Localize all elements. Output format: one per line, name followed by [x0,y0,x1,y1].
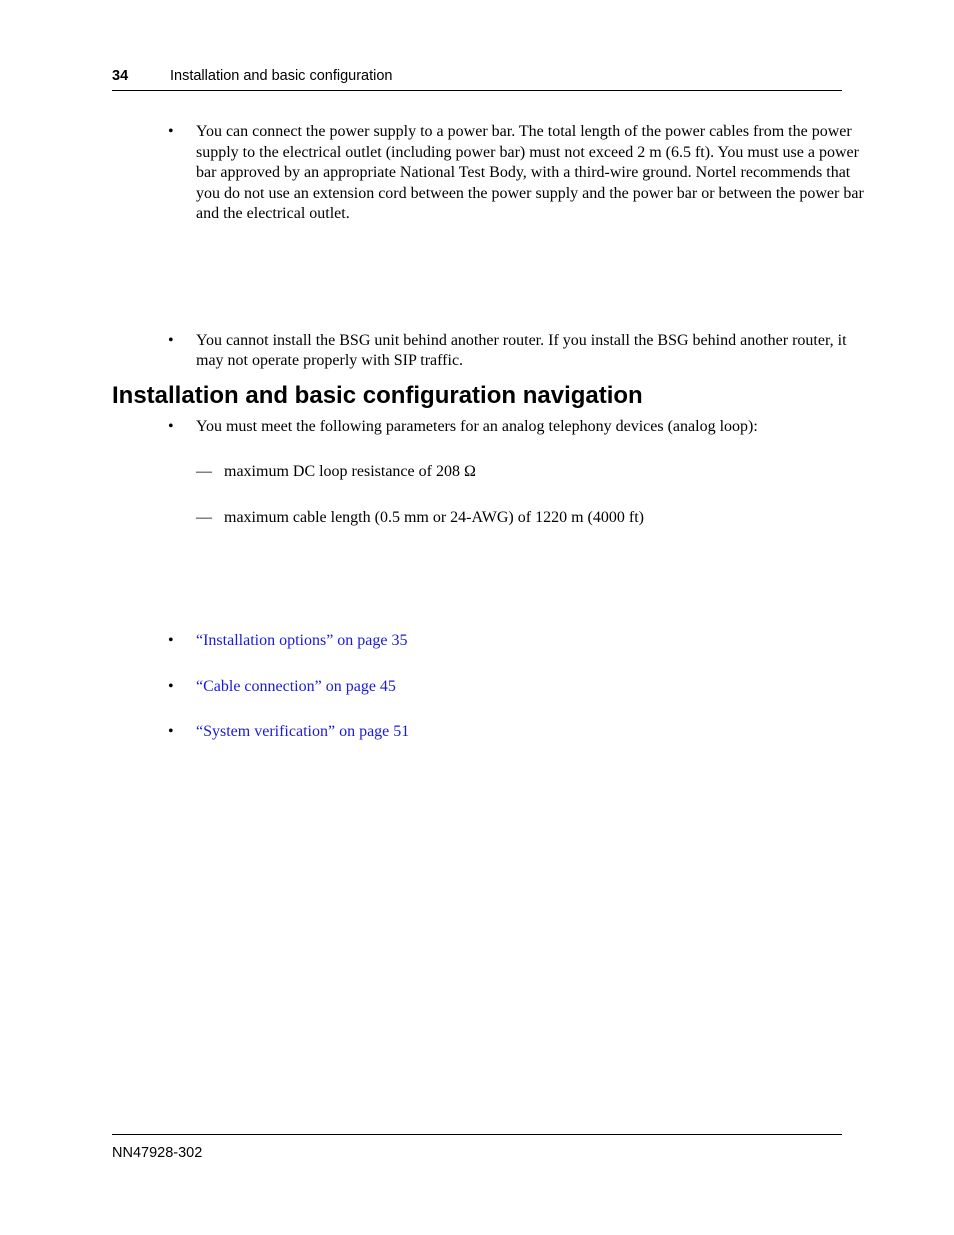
page-number: 34 [112,68,129,84]
bullet-item [168,122,866,225]
dash-marker: — [196,508,212,526]
nav-link-installation-options[interactable]: “Installation options” on page 35 [196,632,408,649]
page-header [112,68,842,84]
bullet-marker: • [168,677,174,695]
bullet-marker: • [168,123,174,140]
sub-item-text: maximum DC loop resistance of 208 Ω [224,463,476,480]
nav-link-cable-connection[interactable]: “Cable connection” on page 45 [196,677,396,695]
footer-rule [112,1134,842,1135]
bullet-marker: • [168,723,174,740]
nav-list-item [168,631,866,652]
bullet-item [168,417,866,438]
sub-item [168,508,894,529]
bullet-marker: • [168,331,174,349]
sub-item-text: maximum cable length (0.5 mm or 24-AWG) of 1220 m (4000 ft) [224,508,644,526]
dash-marker: — [196,463,212,480]
bullet-marker: • [168,417,174,435]
header-rule [112,90,842,91]
bullet-text: You must meet the following parameters for an analog telephony devices (analog loop): [196,417,758,435]
header-title: Installation and basic configuration [170,68,393,84]
nav-link-system-verification[interactable]: “System verification” on page 51 [196,723,410,740]
section-heading: Installation and basic configuration navigation [112,382,643,409]
nav-list-item [168,722,866,743]
bullet-text: You cannot install the BSG unit behind another router. If you install the BSG behind another router, it may not operate properly with SIP traffic. [196,331,847,369]
nav-list-item [168,677,866,698]
footer-doc-number: NN47928-302 [112,1145,203,1161]
sub-item [168,462,894,483]
bullet-text: You can connect the power supply to a power bar. The total length of the power cables from the power supply to the electrical outlet (including power bar) must not exceed 2 m (6.5 ft). You must use a power bar approved by an appropriate National Test Body, with a third-wire ground. Nortel recommends that you do not use an extension cord between the power supply and the power bar or between the power bar and the electrical outlet. [196,123,864,222]
bullet-item [168,331,866,372]
bullet-marker: • [168,632,174,649]
